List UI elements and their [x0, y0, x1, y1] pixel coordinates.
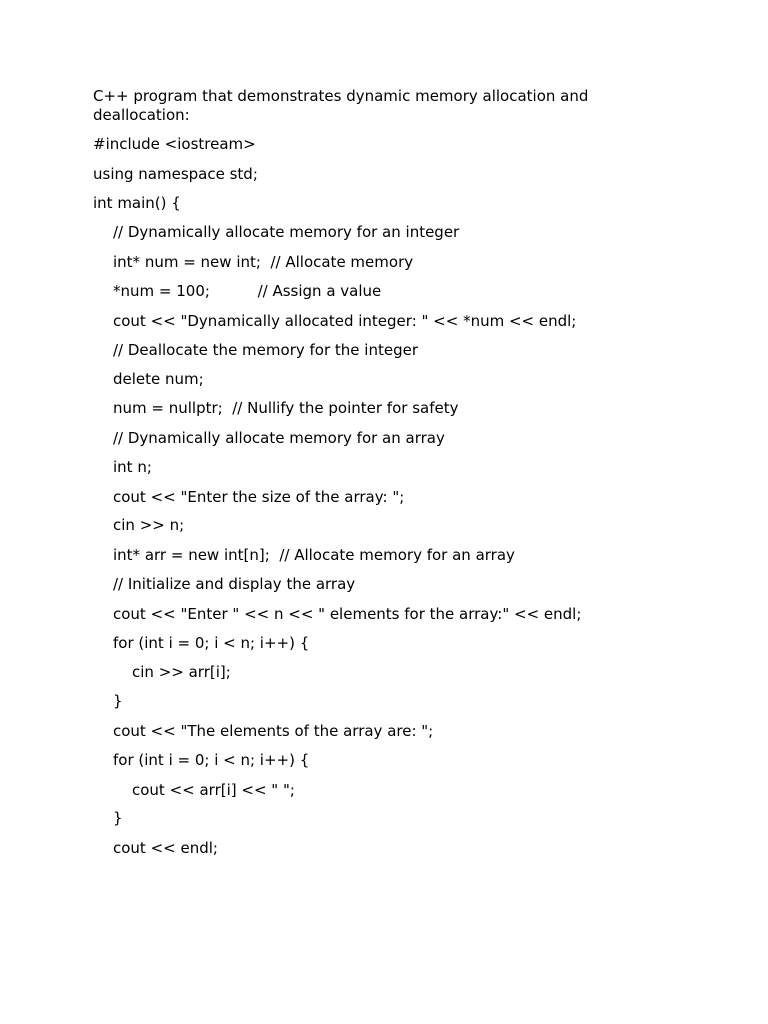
code-line-cout-elements: cout << "The elements of the array are: "; — [113, 722, 434, 740]
code-line-cin-n: cin >> n; — [113, 516, 185, 534]
code-line-comment-init: // Initialize and display the array — [113, 575, 356, 593]
code-line-assign: *num = 100; // Assign a value — [113, 282, 382, 300]
code-line-new-int: int* num = new int; // Allocate memory — [113, 253, 414, 271]
code-line-cin-arr: cin >> arr[i]; — [132, 663, 231, 681]
code-line-int-n: int n; — [113, 458, 152, 476]
code-line-comment-array: // Dynamically allocate memory for an array — [113, 429, 445, 447]
code-line-for-input: for (int i = 0; i < n; i++) { — [113, 634, 310, 652]
intro-text: C++ program that demonstrates dynamic memory allocation and deallocation: — [93, 87, 589, 124]
code-line-cout-arr: cout << arr[i] << " "; — [132, 781, 295, 799]
code-line-comment-dealloc: // Deallocate the memory for the integer — [113, 341, 418, 359]
code-line-comment-int: // Dynamically allocate memory for an integer — [113, 223, 460, 241]
code-line-cout-integer: cout << "Dynamically allocated integer: " << *num << endl; — [113, 312, 577, 330]
code-line-include: #include <iostream> — [93, 135, 256, 153]
code-line-close-brace-1: } — [113, 692, 123, 710]
code-line-new-array: int* arr = new int[n]; // Allocate memory for an array — [113, 546, 515, 564]
code-line-cout-endl: cout << endl; — [113, 839, 218, 857]
code-line-main: int main() { — [93, 194, 181, 212]
code-line-for-output: for (int i = 0; i < n; i++) { — [113, 751, 310, 769]
code-line-close-brace-2: } — [113, 809, 123, 827]
code-line-delete: delete num; — [113, 370, 204, 388]
code-line-cout-enter: cout << "Enter " << n << " elements for the array:" << endl; — [113, 605, 582, 623]
code-line-namespace: using namespace std; — [93, 165, 258, 183]
code-line-cout-size: cout << "Enter the size of the array: "; — [113, 488, 405, 506]
code-line-nullptr: num = nullptr; // Nullify the pointer for safety — [113, 399, 459, 417]
